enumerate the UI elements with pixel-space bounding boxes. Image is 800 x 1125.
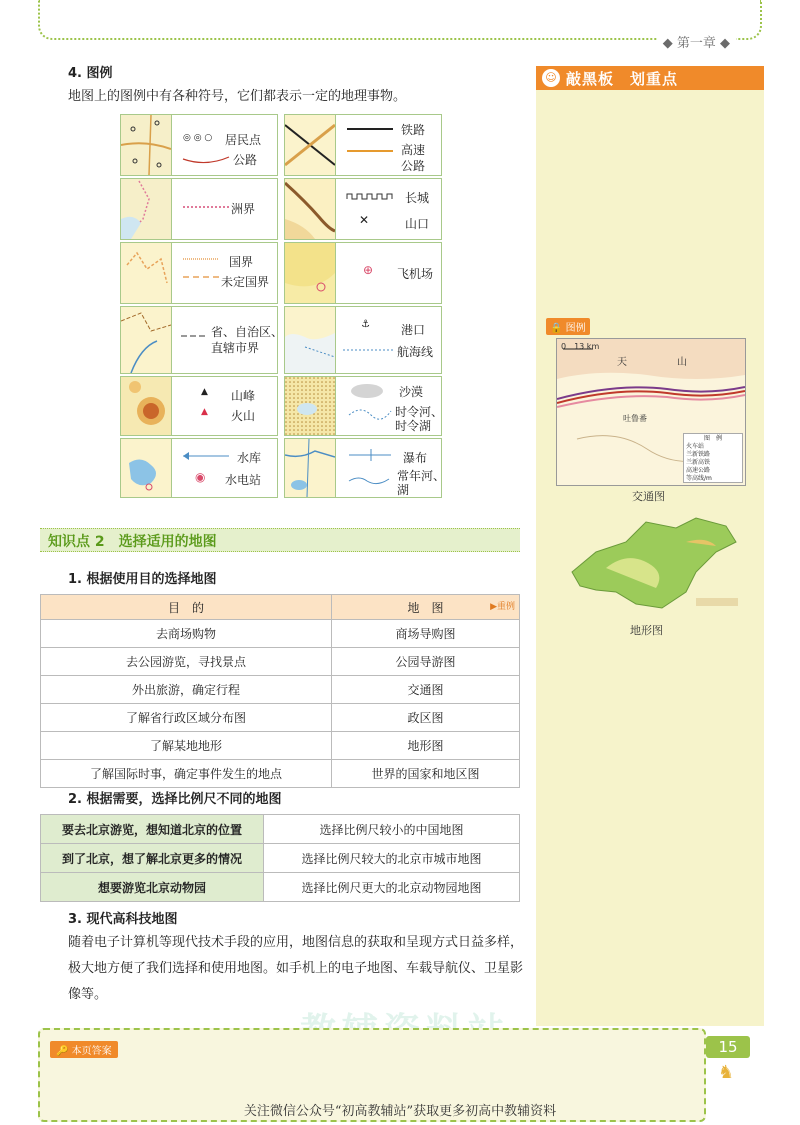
table-row: [41, 704, 520, 732]
legend-cell-port: [284, 306, 442, 374]
great-wall-symbol: [345, 191, 395, 203]
legend-map-thumbnail: [285, 439, 336, 497]
table-cell: 要去北京游览，想知道北京的位置: [41, 815, 264, 844]
settlement-symbol: ◎ ◎ ○: [183, 133, 213, 143]
map-legend-item: 等高线/m: [686, 475, 712, 482]
page-number: 15: [706, 1036, 750, 1058]
table-header: 目 的: [41, 595, 332, 620]
header-border: [38, 0, 762, 40]
hydropower-symbol: ◉: [195, 470, 206, 484]
pass-symbol: ✕: [359, 213, 370, 227]
legend-label: 常年河、: [397, 469, 446, 483]
table-cell: 了解国际时事，确定事件发生的地点: [41, 760, 332, 788]
legend-label: 山口: [405, 217, 430, 231]
table-cell: 想要游览北京动物园: [41, 873, 264, 902]
sidebar-title: 敲黑板 划重点: [566, 70, 679, 88]
legend-label: 时令河、: [395, 405, 444, 419]
port-symbol: ⚓: [361, 319, 370, 330]
legend-map-thumbnail: [121, 377, 172, 435]
legend-label: 瀑布: [403, 451, 428, 465]
legend-label: 公路: [233, 153, 258, 167]
legend-label: 火山: [231, 409, 256, 423]
road-symbol: [181, 153, 231, 165]
legend-map-thumbnail: [121, 307, 172, 373]
legend-cell-airport: [284, 242, 442, 304]
table-cell: 了解省行政区域分布图: [41, 704, 332, 732]
legend-label: 水电站: [225, 473, 262, 487]
reservoir-symbol: [181, 451, 231, 461]
map-legend-title: 图 例: [703, 435, 722, 442]
example-tag: 🔒 图例: [546, 318, 590, 335]
legend-label: 水库: [237, 451, 262, 465]
legend-label: 公路: [401, 159, 426, 173]
legend-map-thumbnail: [121, 179, 172, 239]
table-row: [41, 760, 520, 788]
table-cell: 商场导购图: [332, 620, 520, 648]
peak-symbol: ▲: [201, 387, 208, 397]
table-cell: 公园导游图: [332, 648, 520, 676]
legend-cell-reservoir: [120, 438, 278, 498]
legend-label: 直辖市界: [211, 341, 260, 355]
legend-cell-desert: [284, 376, 442, 436]
traffic-map-legend: [683, 433, 743, 483]
example-badge: ▶重例: [490, 602, 515, 612]
waterfall-symbol: [345, 447, 395, 491]
legend-label: 飞机场: [397, 267, 434, 281]
table-row: [41, 648, 520, 676]
purpose-map-table: [40, 594, 520, 788]
sidebar-header: [536, 66, 764, 90]
subheading-3: 3. 现代高科技地图: [68, 912, 178, 927]
railway-symbol: [345, 125, 395, 155]
legend-label: 长城: [405, 191, 430, 205]
map-legend-item: 火车站: [686, 443, 705, 450]
legend-map-thumbnail: [285, 307, 336, 373]
chapter-text: 第一章: [676, 36, 716, 51]
table-cell: 选择比例尺较大的北京市城市地图: [264, 844, 520, 873]
legend-map-thumbnail: [121, 243, 172, 303]
chapter-label: ◆ 第一章 ◆: [657, 32, 736, 51]
continent-boundary-symbol: [181, 203, 231, 211]
table-cell: 去公园游览，寻找景点: [41, 648, 332, 676]
bulb-icon: ☺: [542, 69, 560, 87]
terrain-map-caption: 地形图: [630, 624, 663, 637]
table-cell: 世界的国家和地区图: [332, 760, 520, 788]
table-cell: 交通图: [332, 676, 520, 704]
legend-cell-railway: [284, 114, 442, 176]
legend-label: 居民点: [225, 133, 262, 147]
legend-map-thumbnail: [285, 115, 336, 175]
legend-cell-province: [120, 306, 284, 374]
answer-tag-text: 本页答案: [71, 1046, 112, 1057]
table-cell: 政区图: [332, 704, 520, 732]
map-place-label: 山: [677, 357, 687, 368]
legend-map-thumbnail: [285, 377, 336, 435]
table-cell: 地形图: [332, 732, 520, 760]
subheading-2: 2. 根据需要，选择比例尺不同的地图: [68, 792, 282, 807]
map-scale: 0 13 km: [561, 342, 600, 351]
legend-label: 航海线: [397, 345, 434, 359]
table-row: [41, 732, 520, 760]
legend-label: 省、自治区、: [211, 325, 284, 339]
traffic-map: [556, 338, 746, 486]
scale-map-table: [40, 814, 520, 902]
table-cell: 了解某地地形: [41, 732, 332, 760]
legend-heading: 4. 图例: [68, 66, 113, 81]
section-title: 知识点 2 选择适用的地图: [48, 534, 217, 550]
terrain-map: [566, 512, 742, 612]
map-city-label: 吐鲁番: [623, 414, 647, 423]
mascot-icon: ♞: [718, 1062, 735, 1083]
table-row: [41, 844, 520, 873]
legend-cell-continent: [120, 178, 278, 240]
sea-route-symbol: [341, 347, 397, 353]
map-legend-item: 兰新高铁: [686, 459, 711, 466]
table-cell: 选择比例尺更大的北京动物园地图: [264, 873, 520, 902]
example-tag-text: 图例: [565, 323, 586, 334]
map-legend-item: 高速公路: [686, 467, 711, 474]
desert-symbol: [345, 381, 395, 427]
legend-label: 湖: [397, 483, 410, 497]
table-header-text: 地 图: [407, 600, 444, 615]
terrain-map-graphic: [566, 512, 742, 612]
table-row: [41, 815, 520, 844]
table-cell: 到了北京，想了解北京更多的情况: [41, 844, 264, 873]
table-cell: 外出旅游，确定行程: [41, 676, 332, 704]
legend-label: 港口: [401, 323, 426, 337]
legend-cell-border: [120, 242, 278, 304]
paragraph-hightech: 随着电子计算机等现代技术手段的应用，地图信息的获取和呈现方式日益多样，极大地方便了我们选择和使用地图。如手机上的电子地图、车载导航仪、卫星影像等。: [68, 935, 524, 1002]
table-row: [41, 873, 520, 902]
subheading-1: 1. 根据使用目的选择地图: [68, 572, 217, 587]
legend-map-thumbnail: [285, 179, 336, 239]
legend-map-thumbnail: [121, 439, 172, 497]
legend-cell-mountain: [120, 376, 278, 436]
legend-label: 铁路: [401, 123, 426, 137]
legend-label: 山峰: [231, 389, 256, 403]
legend-label: 洲界: [231, 202, 256, 216]
table-row: [41, 676, 520, 704]
legend-label: 未定国界: [221, 275, 270, 289]
answer-tag: 🔑 本页答案: [50, 1041, 118, 1058]
section-header: [40, 528, 520, 552]
table-cell: 去商场购物: [41, 620, 332, 648]
table-header: [332, 595, 520, 620]
province-boundary-symbol: [179, 333, 209, 339]
table-cell: 选择比例尺较小的中国地图: [264, 815, 520, 844]
legend-cell-waterfall: [284, 438, 446, 498]
legend-intro: 地图上的图例中有各种符号，它们都表示一定的地理事物。: [68, 89, 407, 104]
traffic-map-caption: 交通图: [632, 490, 665, 503]
airport-symbol: ⊕: [363, 263, 374, 277]
legend-label: 沙漠: [399, 385, 424, 399]
legend-label: 高速: [401, 143, 426, 157]
table-row: [41, 620, 520, 648]
legend-label: 国界: [229, 255, 254, 269]
legend-map-thumbnail: [121, 115, 172, 175]
legend-label: 时令湖: [395, 419, 432, 433]
footer-note: 关注微信公众号“初高教辅站”获取更多初高中教辅资料: [243, 1104, 557, 1119]
map-place-label: 天: [617, 357, 627, 368]
volcano-symbol: ▲: [201, 407, 208, 417]
legend-map-thumbnail: [285, 243, 336, 303]
legend-cell-greatwall: [284, 178, 442, 240]
legend-cell-settlement: [120, 114, 278, 176]
border-symbols: [181, 253, 221, 283]
map-legend-item: 兰新铁路: [686, 451, 711, 458]
